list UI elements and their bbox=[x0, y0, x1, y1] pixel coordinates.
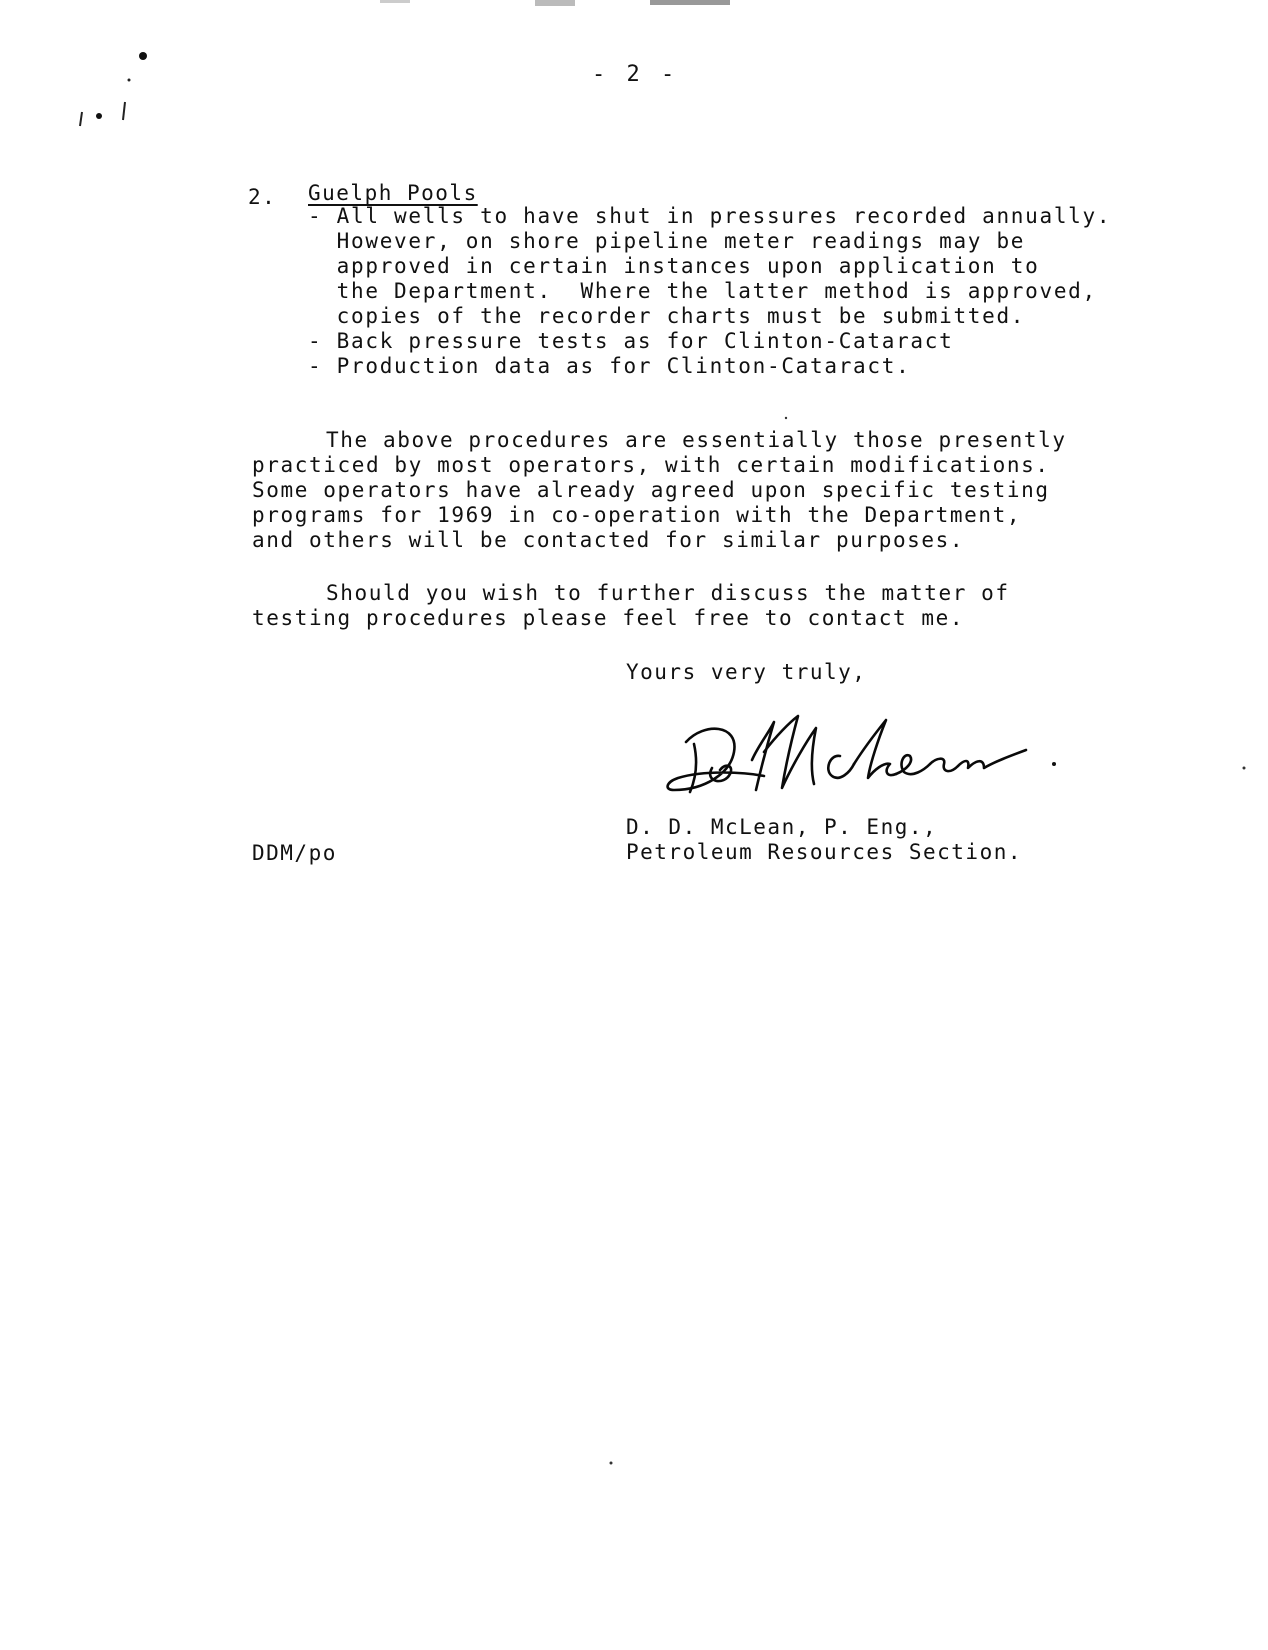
list-item: copies of the recorder charts must be submitted. bbox=[308, 304, 1026, 328]
paragraph-line: and others will be contacted for similar purposes. bbox=[252, 528, 965, 552]
section-bullet-list bbox=[308, 204, 1111, 379]
paragraph-line: testing procedures please feel free to contact me. bbox=[252, 606, 965, 630]
signer-title: Petroleum Resources Section. bbox=[626, 840, 1023, 864]
section-title: Guelph Pools bbox=[308, 181, 478, 205]
reference-initials: DDM/po bbox=[252, 841, 337, 865]
list-item: - All wells to have shut in pressures recorded annually. bbox=[308, 204, 1112, 228]
body-paragraph bbox=[252, 581, 1010, 631]
list-item: However, on shore pipeline meter readings may be bbox=[308, 229, 1026, 253]
signer-name: D. D. McLean, P. Eng., bbox=[626, 815, 938, 839]
paragraph-line: Should you wish to further discuss the matter of bbox=[326, 581, 1010, 605]
paragraph-line: practiced by most operators, with certain modifications. bbox=[252, 453, 1050, 477]
list-item: the Department. Where the latter method is approved, bbox=[308, 279, 1097, 303]
page-number: - 2 - bbox=[592, 62, 679, 87]
list-item: approved in certain instances upon application to bbox=[308, 254, 1040, 278]
closing-salutation: Yours very truly, bbox=[626, 660, 867, 684]
paragraph-line: The above procedures are essentially those presently bbox=[326, 428, 1067, 452]
list-item: - Production data as for Clinton-Cataract. bbox=[308, 354, 911, 378]
section-number: 2. bbox=[248, 185, 277, 209]
list-item: - Back pressure tests as for Clinton-Cataract bbox=[308, 329, 954, 353]
paragraph-line: Some operators have already agreed upon specific testing bbox=[252, 478, 1050, 502]
handwritten-signature bbox=[664, 712, 1084, 807]
body-paragraph bbox=[252, 428, 1067, 553]
paragraph-line: programs for 1969 in co-operation with the Department, bbox=[252, 503, 1022, 527]
